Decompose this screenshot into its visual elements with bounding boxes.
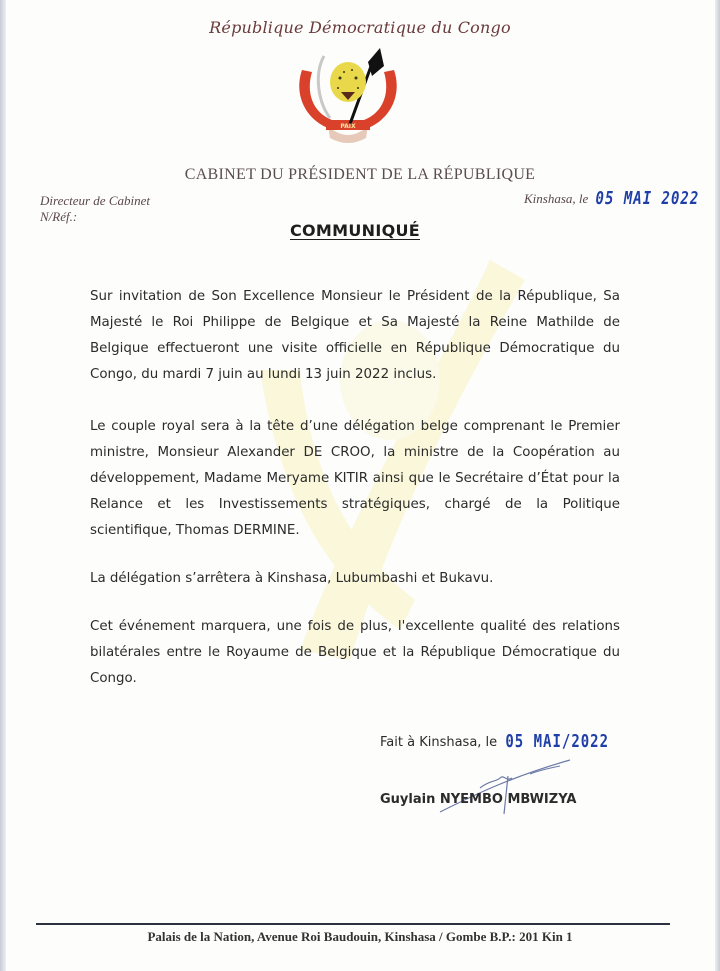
header-date-line — [524, 191, 699, 207]
footer-address: Palais de la Nation, Avenue Roi Baudouin, Kinshasa / Gombe B.P.: 201 Kin 1 — [147, 929, 573, 944]
page-edge-right — [715, 0, 720, 971]
closing-date-line — [380, 734, 609, 750]
footer-divider — [36, 923, 670, 925]
handwritten-signature-icon — [420, 752, 600, 822]
body-paragraph-3: La délégation s’arrêtera à Kinshasa, Lubumbashi et Bukavu. — [90, 571, 494, 586]
body-paragraph-4: Cet événement marquera, une fois de plus, l'excellente qualité des relations bilatérales entre le Royaume de Belgique et la République Démocratique du Congo. — [90, 619, 620, 686]
body-paragraph-1: Sur invitation de Son Excellence Monsieur le Président de la République, Sa Majesté le Roi Philippe de Belgique et Sa Majesté la Reine Mathilde de Belgique effectueront une visite officielle en République Démocratique du Congo, du mardi 7 juin au lundi 13 juin 2022 inclus. — [90, 289, 620, 382]
header-place-label: Kinshasa, le — [524, 191, 589, 206]
republic-name: République Démocratique du Congo — [209, 18, 511, 37]
page-edge-left — [0, 0, 6, 971]
sender-title: Directeur de Cabinet — [40, 193, 150, 208]
office-title: CABINET DU PRÉSIDENT DE LA RÉPUBLIQUE — [184, 166, 536, 183]
emblem-motto-paix: PAIX — [340, 123, 356, 130]
reference-label: N/Réf.: — [40, 209, 78, 224]
closing-place-label: Fait à Kinshasa, le — [380, 735, 498, 750]
closing-date-stamp: 05 MAI/2022 — [505, 732, 610, 752]
document-heading: COMMUNIQUÉ — [289, 221, 421, 240]
signatory-name: Guylain NYEMBO MBWIZYA — [380, 792, 577, 807]
coat-of-arms-icon — [288, 48, 408, 148]
header-date-stamp: 05 MAI 2022 — [595, 189, 700, 209]
body-paragraph-2: Le couple royal sera à la tête d’une délégation belge comprenant le Premier ministre, Monsieur Alexander DE CROO, la ministre de la Coopération au développement, Madame Meryame KITIR ainsi que le Secrétaire d’État pour la Relance et les Investissements stratégiques, chargé de la Politique scientifique, Thomas DERMINE. — [90, 419, 620, 538]
